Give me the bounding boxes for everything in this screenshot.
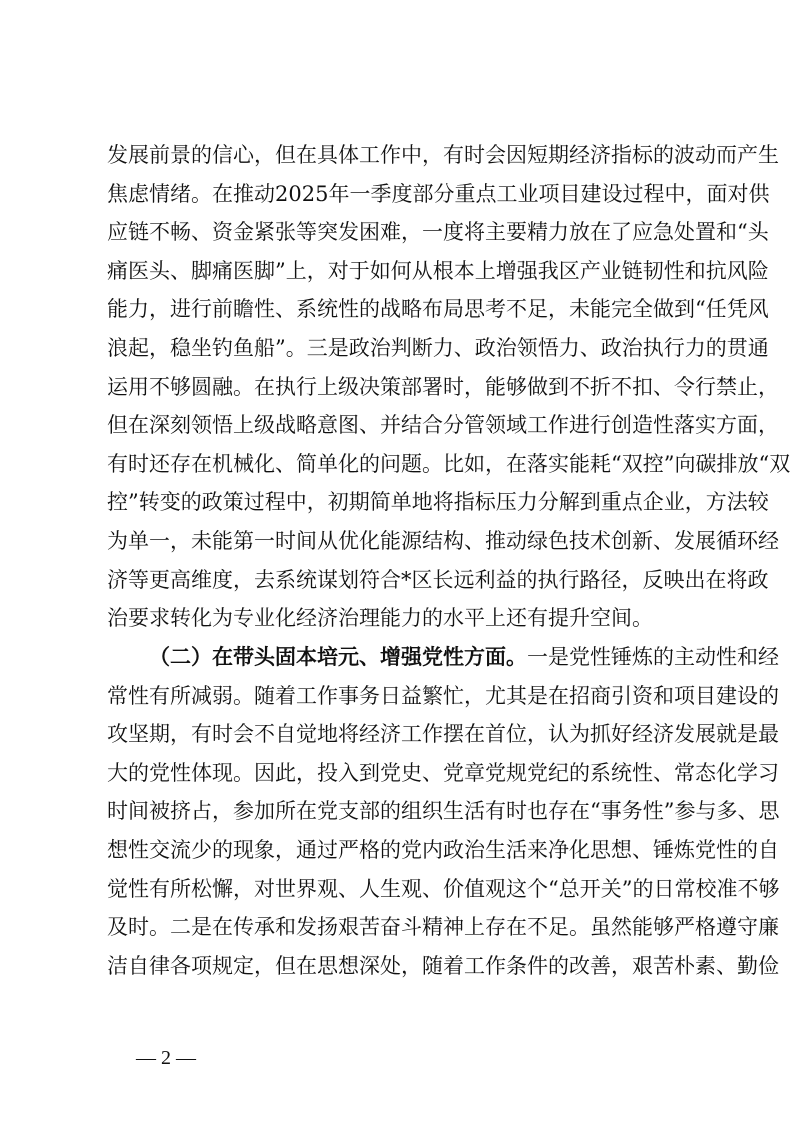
paragraph-line bbox=[149, 642, 779, 672]
paragraph-line: 为单一，未能第一时间从优化能源结构、推动绿色技术创新、发展循环经 bbox=[107, 529, 779, 553]
paragraph-text: 一是党性锤炼的主动性和经 bbox=[527, 645, 779, 669]
paragraph-line: 及时。二是在传承和发扬艰苦奋斗精神上存在不足。虽然能够严格遵守廉 bbox=[107, 915, 779, 940]
paragraph-line: 时间被挤占，参加所在党支部的组织生活有时也存在“事务性”参与多、思 bbox=[107, 799, 780, 824]
paragraph-line: 攻坚期，有时会不自觉地将经济工作摆在首位，认为抓好经济发展就是最 bbox=[107, 722, 779, 747]
paragraph-line: 治要求转化为专业化经济治理能力的水平上还有提升空间。 bbox=[107, 606, 653, 631]
paragraph-line: 但在深刻领悟上级战略意图、并结合分管领域工作进行创造性落实方面， bbox=[107, 413, 779, 438]
paragraph-line: 有时还存在机械化、简单化的问题。比如，在落实能耗“双控”向碳排放“双 bbox=[107, 451, 791, 476]
paragraph-line: 常性有所减弱。随着工作事务日益繁忙，尤其是在招商引资和项目建设的 bbox=[107, 683, 779, 708]
paragraph-line: 应链不畅、资金紧张等突发困难，一度将主要精力放在了应急处置和“头 bbox=[107, 220, 769, 245]
paragraph-line: 济等更高维度，去系统谋划符合*区长远利益的执行路径，反映出在将政 bbox=[107, 567, 769, 592]
section-heading: （二）在带头固本培元、增强党性方面。 bbox=[149, 644, 527, 669]
page-number: — 2 — bbox=[136, 1047, 196, 1069]
paragraph-line: 痛医头、脚痛医脚”上，对于如何从根本上增强我区产业链韧性和抗风险 bbox=[107, 258, 769, 283]
paragraph-line: 浪起，稳坐钓鱼船”。三是政治判断力、政治领悟力、政治执行力的贯通 bbox=[107, 336, 769, 360]
paragraph-line: 想性交流少的现象，通过严格的党内政治生活来净化思想、锤炼党性的自 bbox=[107, 838, 779, 862]
paragraph-line: 焦虑情绪。在推动2025年一季度部分重点工业项目建设过程中，面对供 bbox=[107, 181, 770, 206]
paragraph-line: 发展前景的信心，但在具体工作中，有时会因短期经济指标的波动而产生 bbox=[107, 143, 779, 167]
paragraph-line: 能力，进行前瞻性、系统性的战略布局思考不足，未能完全做到“任凭风 bbox=[107, 297, 769, 322]
paragraph-line: 觉性有所松懈，对世界观、人生观、价值观这个“总开关”的日常校准不够 bbox=[107, 876, 780, 901]
paragraph-line: 运用不够圆融。在执行上级决策部署时，能够做到不折不扣、令行禁止， bbox=[107, 374, 779, 399]
paragraph-line: 控”转变的政策过程中，初期简单地将指标压力分解到重点企业，方法较 bbox=[107, 490, 769, 515]
paragraph-line: 大的党性体现。因此，投入到党史、党章党规党纪的系统性、常态化学习 bbox=[107, 760, 779, 785]
paragraph-line: 洁自律各项规定，但在思想深处，随着工作条件的改善，艰苦朴素、勤俭 bbox=[107, 953, 779, 978]
